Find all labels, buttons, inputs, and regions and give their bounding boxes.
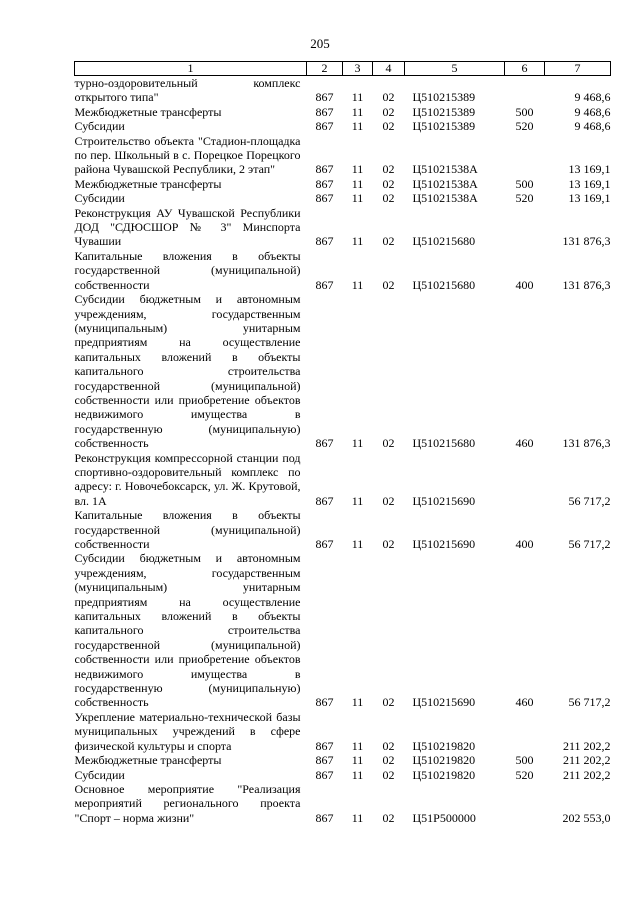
row-col-4: 02 <box>382 767 395 782</box>
header-col-4: 4 <box>373 62 405 76</box>
page-number: 205 <box>310 36 330 51</box>
row-name: Реконструкция АУ Чувашской Республики ДОД "СДЮСШОР № 3" Минспорта Чувашии <box>74 205 301 249</box>
table-row <box>75 134 611 177</box>
row-code: Ц510215690 <box>412 537 476 551</box>
row-amount: 211 202,2 <box>562 738 611 753</box>
row-col-6: 460 <box>515 695 534 710</box>
table-row <box>75 206 611 249</box>
row-col-3: 11 <box>351 738 364 753</box>
row-name: Межбюджетные трансферты <box>74 104 222 119</box>
table-row <box>75 508 611 551</box>
row-code: Ц51021538А <box>412 176 478 191</box>
row-col-2: 867 <box>315 695 334 710</box>
row-col-2: 867 <box>315 537 334 551</box>
row-col-3: 11 <box>351 176 364 191</box>
row-col-2: 867 <box>315 277 334 292</box>
row-col-4: 02 <box>382 104 395 119</box>
row-name: Субсидии <box>74 119 125 134</box>
row-col-4: 02 <box>382 234 395 249</box>
row-amount: 9 468,6 <box>574 104 611 119</box>
row-name: Субсидии <box>74 191 125 206</box>
row-col-3: 11 <box>351 234 364 249</box>
header-col-6: 6 <box>505 62 545 76</box>
row-name: Строительство объекта "Стадион-площадка по пер. Школьный в с. Порецкое Порецкого района Чувашской Республики, 2 этап" <box>74 133 301 177</box>
table-row <box>75 292 611 450</box>
row-amount: 56 717,2 <box>568 493 611 508</box>
row-col-4: 02 <box>382 119 395 134</box>
row-col-4: 02 <box>382 695 395 710</box>
table-header <box>75 62 611 76</box>
header-col-3: 3 <box>343 62 373 76</box>
row-col-2: 867 <box>315 176 334 191</box>
table-row <box>75 76 611 105</box>
row-code: Ц510215680 <box>412 436 476 451</box>
table-row <box>75 782 611 825</box>
row-code: Ц510219820 <box>412 753 476 768</box>
row-col-4: 02 <box>382 810 395 825</box>
row-amount: 13 169,1 <box>568 176 611 191</box>
table-body <box>75 76 611 826</box>
row-col-6: 520 <box>515 119 534 134</box>
row-name: Реконструкция компрессорной станции под спортивно-оздоровительный комплекс по адресу: г. Новочебоксарск, ул. Ж. Крутовой, вл. 1А <box>74 450 301 508</box>
row-code: Ц510215690 <box>412 695 476 710</box>
row-amount: 13 169,1 <box>568 162 611 177</box>
row-name: турно-оздоровительный комплекс открытого типа" <box>74 76 301 105</box>
row-col-3: 11 <box>351 537 364 551</box>
row-amount: 9 468,6 <box>574 90 611 105</box>
table-row <box>75 451 611 509</box>
header-col-2: 2 <box>307 62 343 76</box>
table-row <box>75 753 611 767</box>
row-col-3: 11 <box>351 119 364 134</box>
row-name: Капитальные вложения в объекты государственной (муниципальной) собственности <box>74 508 301 551</box>
header-col-7: 7 <box>545 62 611 76</box>
row-col-4: 02 <box>382 436 395 451</box>
row-col-4: 02 <box>382 753 395 768</box>
row-col-3: 11 <box>351 436 364 451</box>
row-col-3: 11 <box>351 90 364 105</box>
table-row <box>75 177 611 191</box>
table-row <box>75 551 611 709</box>
row-col-3: 11 <box>351 810 364 825</box>
row-col-3: 11 <box>351 493 364 508</box>
row-col-6: 460 <box>515 436 534 451</box>
row-col-2: 867 <box>315 119 334 134</box>
row-code: Ц51Р500000 <box>412 810 476 825</box>
row-name: Субсидии бюджетным и автономным учреждениям, государственным (муниципальным) унитарным предприятиям на осуществление капитальных вложений в объекты капитального строительства государственной (муниципальной) собственности или приобретение объектов недвижимого имущества в государственную (муниципальную) собственность <box>74 292 301 451</box>
row-code: Ц510215389 <box>412 104 476 119</box>
row-col-6: 400 <box>515 277 534 292</box>
row-col-2: 867 <box>315 493 334 508</box>
row-col-4: 02 <box>382 162 395 177</box>
row-col-4: 02 <box>382 90 395 105</box>
row-amount: 211 202,2 <box>562 767 611 782</box>
row-col-2: 867 <box>315 753 334 768</box>
row-name: Капитальные вложения в объекты государственной (муниципальной) собственности <box>74 248 301 292</box>
table-row <box>75 710 611 753</box>
row-code: Ц510215389 <box>412 119 476 134</box>
row-name: Межбюджетные трансферты <box>74 753 222 768</box>
row-col-2: 867 <box>315 436 334 451</box>
row-col-2: 867 <box>315 234 334 249</box>
row-col-3: 11 <box>351 191 364 206</box>
row-amount: 56 717,2 <box>568 537 611 551</box>
row-amount: 9 468,6 <box>574 119 611 134</box>
row-col-6 <box>505 206 545 249</box>
header-col-1: 1 <box>75 62 307 76</box>
row-col-2: 867 <box>315 767 334 782</box>
row-col-6: 500 <box>515 753 534 768</box>
row-name: Субсидии бюджетным и автономным учреждениям, государственным (муниципальным) унитарным предприятиям на осуществление капитальных вложений в объекты капитального строительства государственной (муниципальной) собственности или приобретение объектов недвижимого имущества в государственную (муниципальную) собственность <box>74 551 301 710</box>
header-row <box>75 62 611 76</box>
row-col-3: 11 <box>351 277 364 292</box>
row-amount: 56 717,2 <box>568 695 611 710</box>
row-amount: 202 553,0 <box>562 810 611 825</box>
row-col-3: 11 <box>351 767 364 782</box>
row-col-2: 867 <box>315 162 334 177</box>
row-amount: 131 876,3 <box>562 436 611 451</box>
row-name: Межбюджетные трансферты <box>74 176 222 191</box>
header-col-5: 5 <box>405 62 505 76</box>
row-col-6: 400 <box>515 537 534 551</box>
row-code: Ц510219820 <box>412 738 476 753</box>
row-amount: 131 876,3 <box>562 234 611 249</box>
table-row <box>75 768 611 782</box>
budget-table <box>74 61 611 825</box>
row-col-6 <box>505 76 545 105</box>
row-col-3: 11 <box>351 104 364 119</box>
row-col-6: 500 <box>515 176 534 191</box>
row-col-2: 867 <box>315 90 334 105</box>
table-row <box>75 249 611 292</box>
table-row <box>75 119 611 133</box>
row-col-6 <box>505 782 545 825</box>
row-col-6: 500 <box>515 104 534 119</box>
row-code: Ц510215680 <box>412 234 476 249</box>
row-col-6: 520 <box>515 767 534 782</box>
row-name: Укрепление материально-технической базы муниципальных учреждений в сфере физической культуры и спорта <box>74 709 301 753</box>
table-row <box>75 105 611 119</box>
row-name: Основное мероприятие "Реализация мероприятий регионального проекта "Спорт – норма жизни" <box>74 781 301 825</box>
row-col-4: 02 <box>382 537 395 551</box>
row-col-3: 11 <box>351 695 364 710</box>
table-row <box>75 191 611 205</box>
row-col-2: 867 <box>315 810 334 825</box>
row-col-4: 02 <box>382 176 395 191</box>
row-col-6: 520 <box>515 191 534 206</box>
row-name: Субсидии <box>74 767 125 782</box>
row-code: Ц510219820 <box>412 767 476 782</box>
row-col-6 <box>505 451 545 509</box>
row-code: Ц510215389 <box>412 90 476 105</box>
row-col-6 <box>505 710 545 753</box>
row-col-3: 11 <box>351 753 364 768</box>
row-amount: 131 876,3 <box>562 277 611 292</box>
row-col-2: 867 <box>315 738 334 753</box>
row-amount: 13 169,1 <box>568 191 611 206</box>
row-code: Ц510215680 <box>412 277 476 292</box>
row-col-4: 02 <box>382 493 395 508</box>
row-col-6 <box>505 134 545 177</box>
row-col-4: 02 <box>382 191 395 206</box>
row-code: Ц51021538А <box>412 162 478 177</box>
row-code: Ц510215690 <box>412 493 476 508</box>
row-col-2: 867 <box>315 104 334 119</box>
row-code: Ц51021538А <box>412 191 478 206</box>
row-col-4: 02 <box>382 738 395 753</box>
row-col-2: 867 <box>315 191 334 206</box>
row-col-4: 02 <box>382 277 395 292</box>
row-col-3: 11 <box>351 162 364 177</box>
row-amount: 211 202,2 <box>562 753 611 768</box>
